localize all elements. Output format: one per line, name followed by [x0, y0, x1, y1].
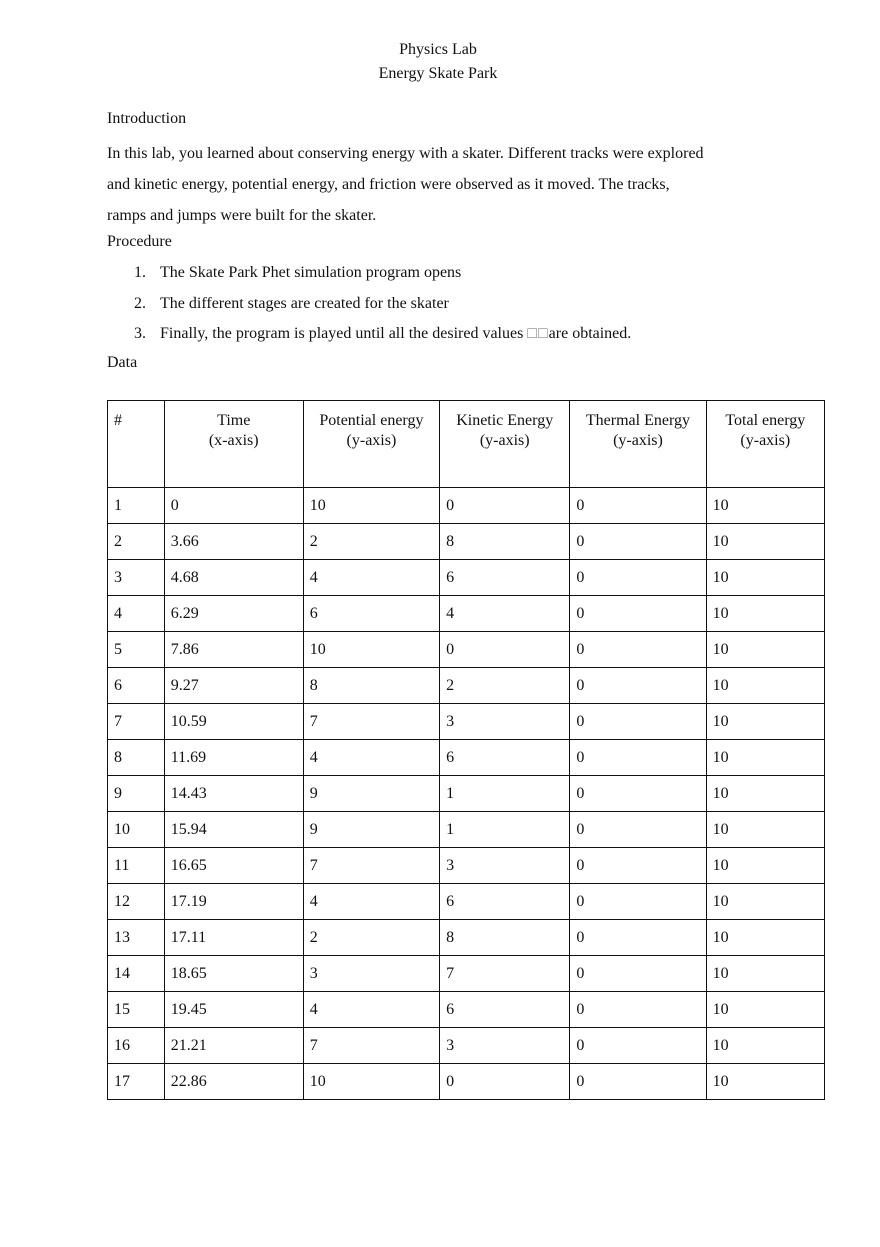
column-header	[108, 401, 165, 488]
table-cell: 13	[108, 920, 165, 956]
table-cell: 10	[706, 560, 824, 596]
table-cell: 0	[164, 488, 303, 524]
table-cell: 0	[570, 920, 706, 956]
table-cell: 12	[108, 884, 165, 920]
column-header-axis: (y-axis)	[740, 432, 791, 449]
table-row	[108, 704, 825, 740]
introduction-line: and kinetic energy, potential energy, and friction were observed as it moved. The tracks,	[107, 176, 670, 193]
table-cell: 10	[706, 1028, 824, 1064]
column-header	[570, 401, 706, 488]
table-row	[108, 1064, 825, 1100]
table-cell: 6	[108, 668, 165, 704]
table-cell: 4	[303, 884, 439, 920]
introduction-line: ramps and jumps were built for the skater.	[107, 207, 377, 224]
page-subtitle: Energy Skate Park	[378, 65, 498, 82]
column-header-axis: (y-axis)	[346, 432, 397, 449]
table-cell: 0	[570, 596, 706, 632]
table-header-row	[108, 401, 825, 488]
table-cell: 0	[570, 1064, 706, 1100]
step-number: 2.	[134, 294, 146, 312]
column-header-label: Thermal Energy	[585, 412, 691, 429]
table-cell: 3	[108, 560, 165, 596]
table-row	[108, 632, 825, 668]
table-row	[108, 668, 825, 704]
table-cell: 11	[108, 848, 165, 884]
table-cell: 10	[706, 956, 824, 992]
table-cell: 9	[108, 776, 165, 812]
table-cell: 8	[303, 668, 439, 704]
table-cell: 10	[706, 596, 824, 632]
step-number: 3.	[134, 325, 146, 342]
table-row	[108, 560, 825, 596]
table-cell: 4	[303, 560, 439, 596]
table-cell: 4	[303, 992, 439, 1028]
column-header-label: #	[114, 412, 122, 429]
table-cell: 9	[303, 812, 439, 848]
table-cell: 7.86	[164, 632, 303, 668]
column-header	[164, 401, 303, 488]
table-cell: 3	[440, 704, 570, 740]
placeholder-boxes: □□	[527, 325, 549, 342]
table-cell: 7	[440, 956, 570, 992]
table-cell: 17.19	[164, 884, 303, 920]
title-block	[0, 38, 876, 86]
table-cell: 18.65	[164, 956, 303, 992]
table-cell: 8	[440, 920, 570, 956]
column-header-axis: (x-axis)	[208, 432, 259, 449]
table-cell: 4.68	[164, 560, 303, 596]
table-cell: 14	[108, 956, 165, 992]
table-cell: 7	[303, 848, 439, 884]
table-row	[108, 488, 825, 524]
table-row	[108, 596, 825, 632]
table-cell: 10.59	[164, 704, 303, 740]
table-row	[108, 920, 825, 956]
table-cell: 7	[303, 704, 439, 740]
procedure-heading: Procedure	[107, 233, 172, 250]
table-cell: 7	[303, 1028, 439, 1064]
table-cell: 10	[706, 812, 824, 848]
table-row	[108, 848, 825, 884]
table-cell: 10	[706, 668, 824, 704]
introduction-heading: Introduction	[107, 110, 187, 127]
table-row	[108, 1028, 825, 1064]
table-cell: 4	[303, 740, 439, 776]
table-cell: 3	[440, 1028, 570, 1064]
table-cell: 0	[570, 884, 706, 920]
table-cell: 1	[440, 776, 570, 812]
column-header	[706, 401, 824, 488]
table-cell: 5	[108, 632, 165, 668]
table-cell: 16.65	[164, 848, 303, 884]
table-cell: 17.11	[164, 920, 303, 956]
table-cell: 6	[303, 596, 439, 632]
table-cell: 10	[706, 776, 824, 812]
table-cell: 1	[440, 812, 570, 848]
table-cell: 3	[303, 956, 439, 992]
table-cell: 0	[570, 524, 706, 560]
data-table	[107, 400, 825, 1100]
table-cell: 17	[108, 1064, 165, 1100]
table-cell: 0	[570, 1028, 706, 1064]
step-number: 1.	[134, 264, 146, 281]
table-cell: 0	[440, 488, 570, 524]
table-cell: 0	[570, 488, 706, 524]
table-cell: 8	[440, 524, 570, 560]
table-cell: 2	[440, 668, 570, 704]
table-cell: 10	[303, 1064, 439, 1100]
table-cell: 15	[108, 992, 165, 1028]
column-header-axis: (y-axis)	[479, 432, 530, 449]
table-cell: 14.43	[164, 776, 303, 812]
table-cell: 10	[706, 992, 824, 1028]
table-cell: 10	[303, 632, 439, 668]
table-cell: 9.27	[164, 668, 303, 704]
table-cell: 3.66	[164, 524, 303, 560]
table-row	[108, 524, 825, 560]
table-cell: 1	[108, 488, 165, 524]
table-cell: 10	[303, 488, 439, 524]
table-cell: 10	[706, 1064, 824, 1100]
table-cell: 0	[570, 848, 706, 884]
table-cell: 4	[108, 596, 165, 632]
column-header	[440, 401, 570, 488]
column-header-label: Kinetic Energy	[456, 412, 554, 429]
table-cell: 0	[570, 956, 706, 992]
table-cell: 0	[570, 776, 706, 812]
table-cell: 10	[706, 884, 824, 920]
table-cell: 9	[303, 776, 439, 812]
table-cell: 4	[440, 596, 570, 632]
table-cell: 2	[108, 524, 165, 560]
table-row	[108, 884, 825, 920]
table-cell: 19.45	[164, 992, 303, 1028]
table-cell: 0	[440, 1064, 570, 1100]
table-cell: 7	[108, 704, 165, 740]
table-cell: 10	[706, 920, 824, 956]
table-cell: 8	[108, 740, 165, 776]
column-header	[303, 401, 439, 488]
table-cell: 6	[440, 884, 570, 920]
page-title: Physics Lab	[399, 41, 477, 58]
table-cell: 0	[570, 560, 706, 596]
table-cell: 2	[303, 524, 439, 560]
data-heading: Data	[107, 354, 138, 371]
table-cell: 6	[440, 992, 570, 1028]
table-cell: 10	[706, 524, 824, 560]
table-cell: 6.29	[164, 596, 303, 632]
table-cell: 15.94	[164, 812, 303, 848]
table-cell: 2	[303, 920, 439, 956]
table-cell: 10	[706, 740, 824, 776]
step-text	[160, 321, 631, 347]
table-cell: 0	[570, 704, 706, 740]
column-header-label: Potential energy	[319, 412, 424, 429]
table-cell: 21.21	[164, 1028, 303, 1064]
table-body	[108, 488, 825, 1100]
step-text-start: Finally, the program is played until all the desired values	[160, 325, 528, 342]
table-cell: 16	[108, 1028, 165, 1064]
table-row	[108, 776, 825, 812]
table-cell: 10	[706, 704, 824, 740]
table-cell: 10	[108, 812, 165, 848]
table-row	[108, 992, 825, 1028]
table-cell: 0	[570, 812, 706, 848]
table-cell: 22.86	[164, 1064, 303, 1100]
step-text-end: are obtained.	[548, 325, 632, 342]
table-cell: 10	[706, 848, 824, 884]
table-cell: 11.69	[164, 740, 303, 776]
step-text: The Skate Park Phet simulation program opens	[160, 264, 462, 281]
table-cell: 3	[440, 848, 570, 884]
step-text: The different stages are created for the skater	[160, 294, 449, 312]
table-cell: 6	[440, 740, 570, 776]
table-row	[108, 956, 825, 992]
table-cell: 0	[570, 632, 706, 668]
table-cell: 10	[706, 632, 824, 668]
introduction-line: In this lab, you learned about conserving energy with a skater. Different tracks were explored	[107, 145, 704, 162]
column-header-label: Time	[217, 412, 251, 429]
table-cell: 0	[570, 992, 706, 1028]
introduction-paragraph	[107, 138, 787, 231]
table-cell: 10	[706, 488, 824, 524]
table-cell: 0	[570, 740, 706, 776]
table-row	[108, 812, 825, 848]
table-cell: 6	[440, 560, 570, 596]
table-cell: 0	[440, 632, 570, 668]
column-header-label: Total energy	[725, 412, 806, 429]
column-header-axis: (y-axis)	[613, 432, 663, 449]
table-cell: 0	[570, 668, 706, 704]
table-row	[108, 740, 825, 776]
